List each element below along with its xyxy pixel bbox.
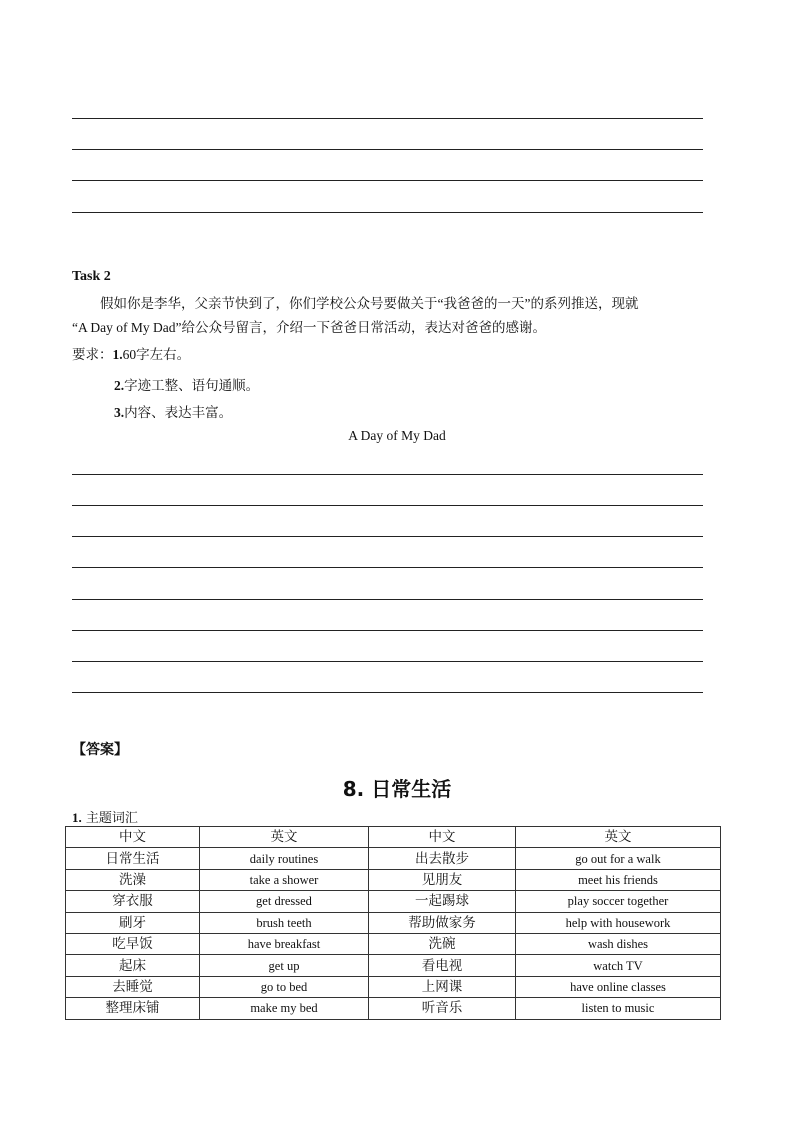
english-term-cell: play soccer together — [516, 891, 721, 912]
writing-line — [72, 536, 703, 537]
writing-line — [72, 149, 703, 150]
writing-line — [72, 692, 703, 693]
column-header: 英文 — [200, 827, 369, 848]
vocab-heading-text: 主题词汇 — [81, 811, 138, 826]
table-row — [66, 955, 721, 976]
requirement-1 — [72, 343, 190, 363]
writing-line — [72, 474, 703, 475]
column-header: 英文 — [516, 827, 721, 848]
requirements-prefix: 要求： — [72, 347, 113, 362]
chinese-term-cell: 听音乐 — [369, 998, 516, 1019]
chinese-term-cell: 吃早饭 — [66, 933, 200, 954]
english-term-cell: watch TV — [516, 955, 721, 976]
vocab-table — [65, 826, 721, 1020]
writing-line — [72, 661, 703, 662]
requirement-text: 60字左右。 — [122, 347, 191, 362]
chinese-term-cell: 整理床铺 — [66, 998, 200, 1019]
chinese-term-cell: 看电视 — [369, 955, 516, 976]
chinese-term-cell: 日常生活 — [66, 848, 200, 869]
answer-label: 【答案】 — [72, 743, 128, 758]
english-term-cell: daily routines — [200, 848, 369, 869]
writing-line — [72, 630, 703, 631]
table-row — [66, 848, 721, 869]
chinese-term-cell: 去睡觉 — [66, 976, 200, 997]
requirement-text: 字迹工整、语句通顺。 — [124, 378, 260, 393]
table-row — [66, 891, 721, 912]
english-term-cell: take a shower — [200, 869, 369, 890]
writing-line — [72, 180, 703, 181]
task-prompt-line-1: 假如你是李华，父亲节快到了，你们学校公众号要做关于“我爸爸的一天”的系列推送，现就 — [100, 296, 639, 311]
essay-title-text: A Day of My Dad — [348, 428, 446, 443]
requirement-number: 2. — [114, 378, 125, 393]
chinese-term-cell: 洗澡 — [66, 869, 200, 890]
english-term-cell: wash dishes — [516, 933, 721, 954]
requirement-2 — [114, 374, 259, 394]
writing-line — [72, 599, 703, 600]
task-title: Task 2 — [72, 269, 111, 284]
requirement-number: 3. — [114, 405, 125, 420]
chinese-term-cell: 上网课 — [369, 976, 516, 997]
english-term-cell: go out for a walk — [516, 848, 721, 869]
english-term-cell: have online classes — [516, 976, 721, 997]
chinese-term-cell: 洗碗 — [369, 933, 516, 954]
table-header-row — [66, 827, 721, 848]
chinese-term-cell: 穿衣服 — [66, 891, 200, 912]
chinese-term-cell: 一起踢球 — [369, 891, 516, 912]
english-term-cell: go to bed — [200, 976, 369, 997]
english-term-cell: help with housework — [516, 912, 721, 933]
english-term-cell: get up — [200, 955, 369, 976]
chinese-term-cell: 出去散步 — [369, 848, 516, 869]
table-row — [66, 933, 721, 954]
english-term-cell: meet his friends — [516, 869, 721, 890]
table-row — [66, 998, 721, 1019]
column-header: 中文 — [66, 827, 200, 848]
requirement-text: 内容、表达丰富。 — [124, 405, 233, 420]
english-term-cell: make my bed — [200, 998, 369, 1019]
vocab-heading-number: 1. — [72, 810, 82, 825]
requirement-3 — [114, 401, 232, 421]
chinese-term-cell: 帮助做家务 — [369, 912, 516, 933]
chinese-term-cell: 起床 — [66, 955, 200, 976]
table-row — [66, 976, 721, 997]
english-term-cell: brush teeth — [200, 912, 369, 933]
vocab-heading — [72, 807, 138, 826]
writing-line — [72, 505, 703, 506]
english-term-cell: listen to music — [516, 998, 721, 1019]
writing-line — [72, 118, 703, 119]
requirement-number: 1. — [112, 347, 123, 362]
chinese-term-cell: 见朋友 — [369, 869, 516, 890]
english-term-cell: have breakfast — [200, 933, 369, 954]
essay-title — [0, 428, 794, 444]
writing-line — [72, 212, 703, 213]
column-header: 中文 — [369, 827, 516, 848]
task-prompt-line-2: “A Day of My Dad”给公众号留言，介绍一下爸爸日常活动，表达对爸爸的感谢。 — [72, 320, 546, 335]
english-term-cell: get dressed — [200, 891, 369, 912]
section-title: 8. 日常生活 — [342, 777, 452, 801]
table-row — [66, 912, 721, 933]
chinese-term-cell: 刷牙 — [66, 912, 200, 933]
table-row — [66, 869, 721, 890]
writing-line — [72, 567, 703, 568]
